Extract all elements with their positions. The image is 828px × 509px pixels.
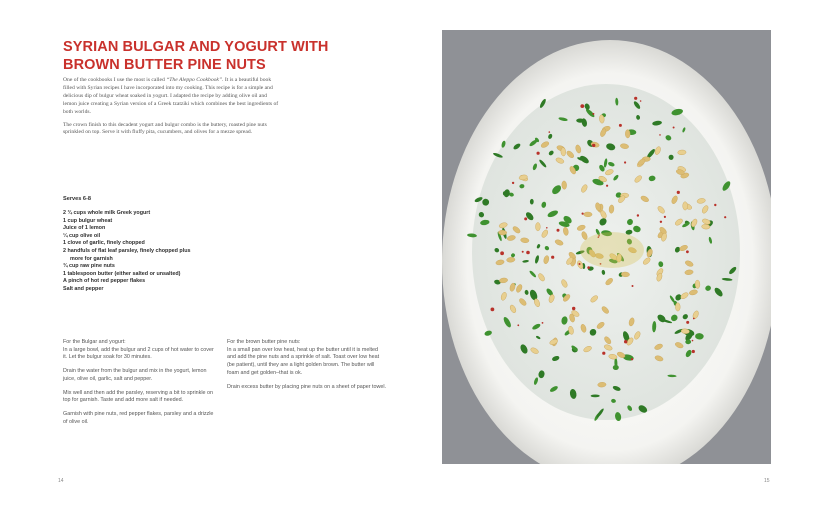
pepper-flake	[686, 321, 689, 324]
pepper-flake	[579, 263, 581, 265]
ingredient-item: Salt and pepper	[63, 285, 104, 292]
pine-nut	[584, 212, 592, 217]
parsley-leaf	[591, 395, 600, 398]
serves-label: Serves 6-8	[63, 196, 91, 202]
ingredient-item: ¾ cup raw pine nuts	[63, 263, 115, 270]
pepper-flake	[512, 182, 514, 184]
pepper-flake	[692, 350, 695, 353]
pepper-flake	[582, 213, 584, 215]
pepper-flake	[491, 308, 495, 312]
pepper-flake	[557, 229, 560, 232]
ingredient-item: 2 ¾ cups whole milk Greek yogurt	[63, 210, 151, 216]
pine-nut	[625, 130, 630, 138]
bulgar-instructions	[63, 339, 218, 432]
instruction-step: Mix well and then add the parsley, reserving a bit to sprinkle on top for garnish. Taste and add more salt if needed.	[63, 389, 214, 404]
pepper-flake	[677, 191, 680, 194]
intro-paragraph: One of the cookbooks I use the most is called “The Aleppo Cookbook”. It is a beautiful book filled with Syrian recipes I have incorporated into my cooking. This recipe is for a simple and delicious dip of bulgur wheat soaked in yogurt. I adapted the recipe by adding olive oil and lemon juice creating a Syrian version of a Greek tzatziki which combines the best ingredients of both worlds.	[63, 77, 279, 115]
recipe-photo	[442, 30, 771, 464]
ingredient-item: 1 clove of garlic, finely chopped	[63, 240, 145, 247]
intro-text-prefix: One of the cookbooks I use the most is called	[63, 77, 167, 83]
pepper-flake	[572, 307, 575, 310]
ingredient-item: 1 tablespoon butter (either salted or unsalted)	[63, 270, 181, 277]
pepper-flake	[692, 340, 694, 342]
pine-nut	[683, 202, 688, 210]
ingredient-item: more for garnish	[70, 255, 113, 262]
page-number-right: 15	[764, 478, 770, 484]
bulgar-heading: For the Bulgar and yogurt:	[63, 339, 126, 345]
recipe-intro	[63, 77, 281, 142]
pine-nut	[678, 150, 687, 155]
pepper-flake	[549, 131, 551, 133]
pepper-flake	[664, 216, 666, 218]
pine-nut	[498, 230, 507, 235]
pepper-flake	[693, 318, 695, 320]
pine-nut	[562, 181, 567, 190]
pine-nuts-heading: For the brown butter pine nuts:	[227, 339, 301, 345]
dish-illustration	[442, 30, 771, 464]
pine-nut	[598, 382, 607, 387]
pepper-flake	[546, 227, 548, 229]
right-page	[414, 0, 828, 509]
ingredient-item: 2 handfuls of flat leaf parsley, finely chopped plus	[63, 247, 191, 254]
pepper-flake	[526, 251, 530, 255]
pine-nut	[561, 147, 566, 156]
pine-nut	[536, 223, 541, 231]
instruction-step: Garnish with pine nuts, red pepper flakes, parsley and a drizzle of olive oil.	[63, 410, 214, 425]
instruction-step: In a large bowl, add the bulgur and 2 cups of hot water to cover it. Let the bulgur soak for 30 minutes.	[63, 346, 214, 361]
ingredient-item: Juice of 1 lemon	[63, 225, 106, 232]
pepper-flake	[602, 352, 605, 355]
page-number-left: 14	[58, 478, 64, 484]
pine-nut	[695, 280, 700, 289]
pepper-flake	[592, 144, 595, 147]
pine-nut	[701, 224, 710, 229]
pepper-flake	[624, 161, 626, 163]
pepper-flake	[542, 322, 544, 324]
pepper-flake	[673, 127, 675, 129]
pepper-flake	[592, 113, 594, 115]
pepper-flake	[686, 250, 689, 253]
pepper-flake	[580, 104, 584, 108]
ingredient-list	[63, 210, 263, 294]
pepper-flake	[522, 251, 524, 253]
pepper-flake	[634, 97, 637, 100]
pine-nuts-instructions	[227, 339, 387, 397]
pepper-flake	[631, 358, 633, 360]
instruction-step: Drain excess butter by placing pine nuts on a sheet of paper towel.	[227, 383, 387, 390]
intro-text-suffix: . It is a beautiful book filled with Syrian recipes I have incorporated into my cooking. This recipe is for a simple and delicious dip of bulgur wheat soaked in yogurt. I adapted the recipe by adding olive oil and lemon juice creating a Syrian version of a Greek tzatziki which combines the best ingredients of both worlds.	[63, 77, 279, 115]
book-title: The Aleppo Cookbook	[169, 77, 219, 83]
instruction-step: Drain the water from the bulgur and mix in the yogurt, lemon juice, olive oil, garlic, salt and pepper.	[63, 368, 207, 382]
recipe-title: SYRIAN BULGAR AND YOGURT WITH BROWN BUTTER PINE NUTS	[63, 39, 329, 73]
instruction-step: In a small pan over low heat, heat up the butter until it is melted and add the pine nuts and a sprinkle of salt. Toast over low heat (be patient), until they are a light golden brown. The butter will foam and get golden–that is ok.	[227, 346, 380, 376]
pepper-flake	[619, 124, 622, 127]
pepper-flake	[587, 266, 590, 269]
pepper-flake	[632, 285, 634, 287]
pepper-flake	[551, 256, 554, 259]
pepper-flake	[500, 251, 504, 255]
pepper-flake	[714, 204, 716, 206]
pepper-flake	[524, 217, 527, 220]
pepper-flake	[517, 324, 519, 326]
ingredient-item: 1 cup bulgur wheat	[63, 217, 113, 224]
pepper-flake	[537, 152, 540, 155]
pepper-flake	[659, 134, 661, 136]
pepper-flake	[637, 214, 639, 216]
pepper-flake	[624, 340, 627, 343]
pepper-flake	[606, 185, 608, 187]
ingredient-item: A pinch of hot red pepper flakes	[63, 278, 146, 285]
pepper-flake	[640, 100, 642, 102]
pepper-flake	[660, 221, 662, 223]
pepper-flake	[724, 216, 726, 218]
intro-paragraph: The crown finish to this decadent yogurt and bulgur combo is the buttery, roasted pine nuts sprinkled on top. Serve it with fluffy pita, cucumbers, and olives for a mezze spread.	[63, 121, 267, 136]
olive-oil-drizzle	[580, 232, 644, 268]
ingredient-item: ¼ cup olive oil	[63, 232, 101, 239]
pine-nut	[675, 303, 680, 311]
pine-nut	[621, 272, 630, 277]
